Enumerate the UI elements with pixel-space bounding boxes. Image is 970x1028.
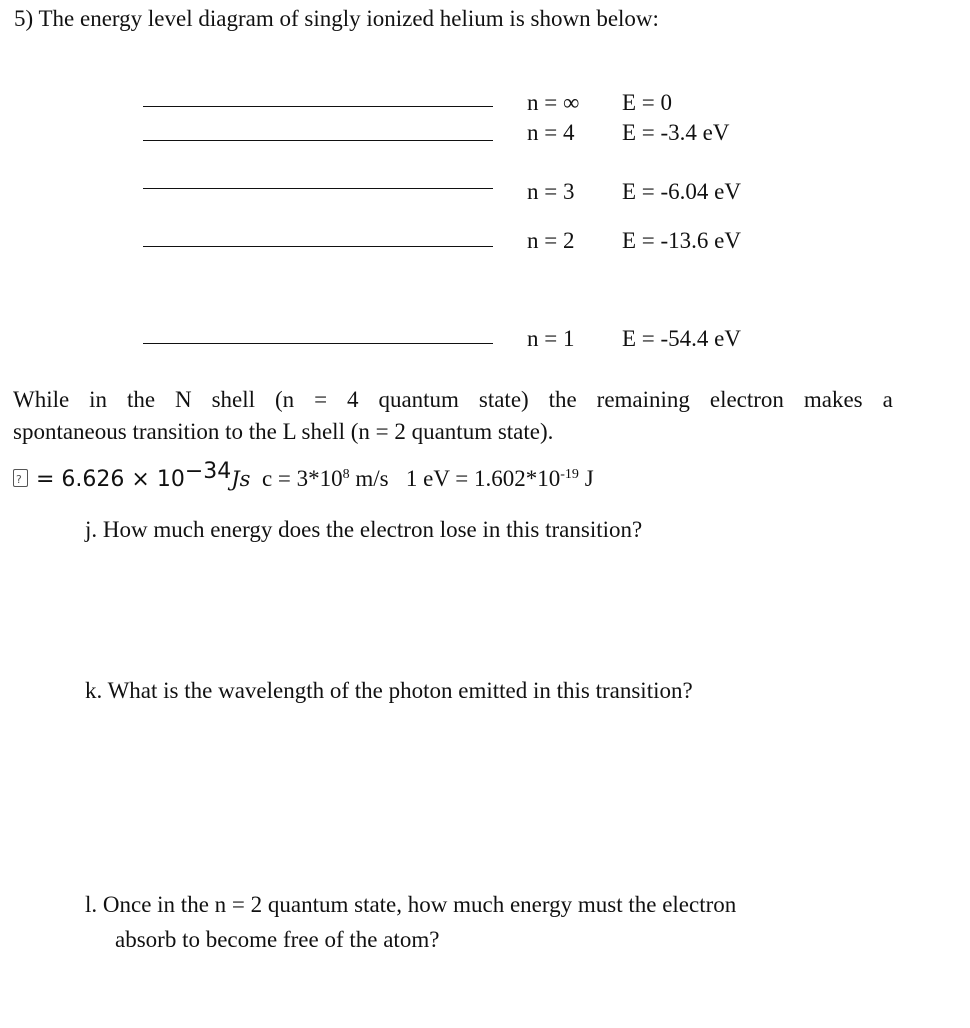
level-label-n2: n = 2 [527, 228, 575, 253]
planck-constant-value: = 6.626 × 10 [36, 467, 185, 492]
word: remaining [596, 387, 690, 412]
energy-label-n1: E = -54.4 eV [622, 326, 741, 351]
electron-volt-conversion: 1 eV = 1.602*10 [405, 466, 561, 491]
planck-constant-exponent: −34 [184, 459, 232, 484]
speed-of-light-exponent: 8 [342, 467, 350, 482]
physical-constants [13, 459, 594, 494]
word: N [175, 387, 192, 412]
planck-constant-unit: Js [231, 467, 251, 491]
word: in [89, 387, 108, 412]
word: the [548, 387, 577, 412]
word: quantum [378, 387, 459, 412]
word: makes [803, 387, 863, 412]
question-j: j. How much energy does the electron lose in this transition? [85, 517, 643, 542]
question-l-line-2: absorb to become free of the atom? [115, 927, 440, 952]
question-k: k. What is the wavelength of the photon emitted in this transition? [85, 678, 693, 703]
level-label-n4: n = 4 [527, 120, 575, 145]
word: While [13, 387, 70, 412]
level-line-n1 [143, 343, 493, 344]
level-line-n4 [143, 140, 493, 141]
word: (n [274, 387, 295, 412]
word: state) [478, 387, 529, 412]
level-line-n3 [143, 188, 493, 189]
energy-label-n-infinity: E = 0 [622, 90, 673, 115]
transition-description [13, 384, 893, 448]
level-label-n1: n = 1 [527, 326, 575, 351]
word: shell [211, 387, 256, 412]
electron-volt-unit: J [578, 466, 594, 491]
missing-glyph-icon [13, 469, 28, 487]
speed-of-light-value: c = 3*10 [261, 466, 343, 491]
level-line-n-infinity [143, 106, 493, 107]
energy-label-n2: E = -13.6 eV [622, 228, 741, 253]
word: electron [709, 387, 784, 412]
word: = [314, 387, 328, 412]
word: the [126, 387, 156, 412]
level-label-n3: n = 3 [527, 179, 575, 204]
word: a [882, 387, 893, 412]
question-l-line-1: l. Once in the n = 2 quantum state, how much energy must the electron [85, 892, 737, 917]
word: 4 [347, 387, 359, 412]
problem-title: 5) The energy level diagram of singly ionized helium is shown below: [14, 6, 659, 31]
level-line-n2 [143, 246, 493, 247]
electron-volt-exponent: -19 [560, 467, 579, 482]
level-label-n-infinity: n = ∞ [527, 90, 580, 115]
paragraph-line-2: spontaneous transition to the L shell (n = 2 quantum state). [13, 419, 554, 444]
energy-label-n3: E = -6.04 eV [622, 179, 741, 204]
speed-of-light-unit: m/s [349, 466, 389, 491]
energy-label-n4: E = -3.4 eV [622, 120, 730, 145]
paragraph-line-1 [13, 384, 893, 416]
